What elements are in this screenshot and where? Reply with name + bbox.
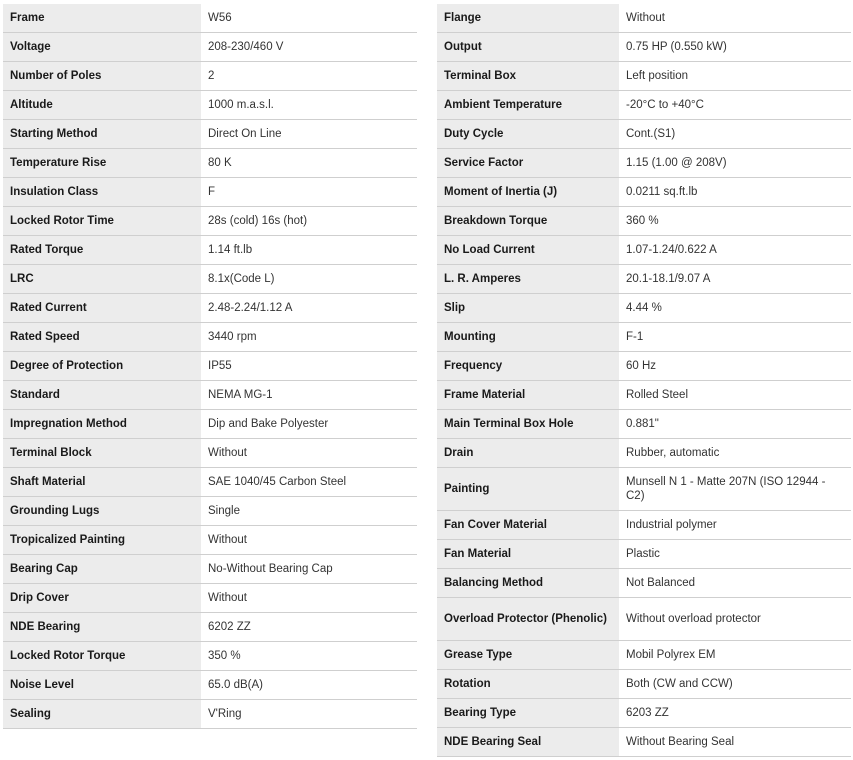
- spec-row: [3, 323, 417, 352]
- spec-value: 28s (cold) 16s (hot): [201, 207, 417, 236]
- spec-row: [3, 642, 417, 671]
- spec-value: No-Without Bearing Cap: [201, 555, 417, 584]
- spec-row: [437, 569, 851, 598]
- spec-label: NDE Bearing: [3, 613, 201, 642]
- spec-value: 4.44 %: [619, 294, 851, 323]
- spec-value: 1.15 (1.00 @ 208V): [619, 149, 851, 178]
- spec-value: Direct On Line: [201, 120, 417, 149]
- spec-row: [3, 265, 417, 294]
- spec-row: [3, 120, 417, 149]
- spec-row: [3, 33, 417, 62]
- spec-row: [437, 62, 851, 91]
- spec-row: [437, 699, 851, 728]
- spec-row: [3, 178, 417, 207]
- spec-label: Slip: [437, 294, 619, 323]
- spec-label: Overload Protector (Phenolic): [437, 598, 619, 641]
- spec-label: Rotation: [437, 670, 619, 699]
- spec-row: [437, 120, 851, 149]
- spec-row: [3, 468, 417, 497]
- spec-row: [3, 352, 417, 381]
- spec-row: [3, 497, 417, 526]
- spec-value: 350 %: [201, 642, 417, 671]
- spec-label: Locked Rotor Time: [3, 207, 201, 236]
- spec-label: Fan Material: [437, 540, 619, 569]
- spec-value: IP55: [201, 352, 417, 381]
- spec-row: [437, 511, 851, 540]
- spec-value: Mobil Polyrex EM: [619, 641, 851, 670]
- spec-row: [3, 555, 417, 584]
- spec-value: 3440 rpm: [201, 323, 417, 352]
- spec-value: NEMA MG-1: [201, 381, 417, 410]
- spec-row: [437, 207, 851, 236]
- spec-value: Rubber, automatic: [619, 439, 851, 468]
- spec-value: 20.1-18.1/9.07 A: [619, 265, 851, 294]
- spec-row: [437, 149, 851, 178]
- spec-label: Duty Cycle: [437, 120, 619, 149]
- spec-row: [437, 178, 851, 207]
- spec-row: [3, 207, 417, 236]
- spec-row: [3, 236, 417, 265]
- spec-label: LRC: [3, 265, 201, 294]
- spec-row: [3, 410, 417, 439]
- spec-value: V'Ring: [201, 700, 417, 729]
- spec-value: Dip and Bake Polyester: [201, 410, 417, 439]
- spec-table-left: [3, 4, 417, 729]
- spec-row: [437, 33, 851, 62]
- spec-value: Without Bearing Seal: [619, 728, 851, 757]
- spec-label: Temperature Rise: [3, 149, 201, 178]
- spec-row: [437, 352, 851, 381]
- spec-label: Starting Method: [3, 120, 201, 149]
- spec-row: [437, 294, 851, 323]
- spec-value: Both (CW and CCW): [619, 670, 851, 699]
- spec-label: Service Factor: [437, 149, 619, 178]
- spec-row: [3, 381, 417, 410]
- spec-label: Grounding Lugs: [3, 497, 201, 526]
- spec-label: Frame: [3, 4, 201, 33]
- spec-label: Tropicalized Painting: [3, 526, 201, 555]
- spec-label: Terminal Box: [437, 62, 619, 91]
- spec-label: Balancing Method: [437, 569, 619, 598]
- spec-value: Industrial polymer: [619, 511, 851, 540]
- spec-label: Drain: [437, 439, 619, 468]
- spec-row: [3, 91, 417, 120]
- spec-label: Shaft Material: [3, 468, 201, 497]
- spec-row: [437, 323, 851, 352]
- spec-label: Voltage: [3, 33, 201, 62]
- spec-value: Without: [201, 526, 417, 555]
- spec-value: 80 K: [201, 149, 417, 178]
- spec-label: Rated Speed: [3, 323, 201, 352]
- spec-value: 6202 ZZ: [201, 613, 417, 642]
- spec-row: [437, 265, 851, 294]
- spec-label: Breakdown Torque: [437, 207, 619, 236]
- spec-value: 0.0211 sq.ft.lb: [619, 178, 851, 207]
- spec-label: Bearing Type: [437, 699, 619, 728]
- spec-row: [3, 149, 417, 178]
- spec-value: -20°C to +40°C: [619, 91, 851, 120]
- spec-value: Without: [201, 584, 417, 613]
- spec-label: Frequency: [437, 352, 619, 381]
- spec-label: Mounting: [437, 323, 619, 352]
- spec-row: [437, 641, 851, 670]
- spec-value: F: [201, 178, 417, 207]
- spec-row: [437, 381, 851, 410]
- spec-row: [437, 410, 851, 439]
- spec-value: Rolled Steel: [619, 381, 851, 410]
- spec-label: Standard: [3, 381, 201, 410]
- spec-value: 208-230/460 V: [201, 33, 417, 62]
- spec-value: F-1: [619, 323, 851, 352]
- spec-label: Impregnation Method: [3, 410, 201, 439]
- spec-row: [437, 728, 851, 757]
- spec-label: Main Terminal Box Hole: [437, 410, 619, 439]
- spec-value: 6203 ZZ: [619, 699, 851, 728]
- spec-row: [437, 91, 851, 120]
- spec-value: 0.75 HP (0.550 kW): [619, 33, 851, 62]
- spec-label: No Load Current: [437, 236, 619, 265]
- spec-label: Painting: [437, 468, 619, 511]
- spec-label: Ambient Temperature: [437, 91, 619, 120]
- spec-label: Sealing: [3, 700, 201, 729]
- spec-label: Locked Rotor Torque: [3, 642, 201, 671]
- spec-value: 2.48-2.24/1.12 A: [201, 294, 417, 323]
- spec-value: Single: [201, 497, 417, 526]
- spec-label: Flange: [437, 4, 619, 33]
- spec-row: [437, 4, 851, 33]
- spec-label: Grease Type: [437, 641, 619, 670]
- spec-value: 360 %: [619, 207, 851, 236]
- spec-value: Munsell N 1 - Matte 207N (ISO 12944 - C2): [619, 468, 851, 511]
- spec-row: [3, 526, 417, 555]
- spec-value: Without: [201, 439, 417, 468]
- spec-row: [437, 236, 851, 265]
- spec-label: Output: [437, 33, 619, 62]
- spec-row: [3, 671, 417, 700]
- spec-label: NDE Bearing Seal: [437, 728, 619, 757]
- spec-row: [3, 4, 417, 33]
- spec-value: Not Balanced: [619, 569, 851, 598]
- spec-label: Bearing Cap: [3, 555, 201, 584]
- spec-value: 1000 m.a.s.l.: [201, 91, 417, 120]
- spec-value: Without overload protector: [619, 598, 851, 641]
- spec-value: 8.1x(Code L): [201, 265, 417, 294]
- spec-value: SAE 1040/45 Carbon Steel: [201, 468, 417, 497]
- spec-value: W56: [201, 4, 417, 33]
- spec-row: [437, 670, 851, 699]
- spec-row: [3, 700, 417, 729]
- spec-label: Number of Poles: [3, 62, 201, 91]
- spec-label: Drip Cover: [3, 584, 201, 613]
- spec-value: 0.881": [619, 410, 851, 439]
- spec-label: Altitude: [3, 91, 201, 120]
- spec-value: 60 Hz: [619, 352, 851, 381]
- spec-label: Rated Current: [3, 294, 201, 323]
- spec-row: [3, 584, 417, 613]
- spec-table-right: [437, 4, 851, 757]
- spec-row: [437, 468, 851, 511]
- spec-label: Frame Material: [437, 381, 619, 410]
- spec-value: 2: [201, 62, 417, 91]
- spec-row: [437, 540, 851, 569]
- spec-label: Terminal Block: [3, 439, 201, 468]
- spec-value: Left position: [619, 62, 851, 91]
- spec-row: [3, 439, 417, 468]
- spec-label: Moment of Inertia (J): [437, 178, 619, 207]
- spec-row: [3, 613, 417, 642]
- spec-label: Insulation Class: [3, 178, 201, 207]
- spec-row: [3, 294, 417, 323]
- spec-value: Cont.(S1): [619, 120, 851, 149]
- spec-label: Fan Cover Material: [437, 511, 619, 540]
- spec-row: [437, 439, 851, 468]
- spec-value: 1.14 ft.lb: [201, 236, 417, 265]
- spec-label: Rated Torque: [3, 236, 201, 265]
- spec-label: L. R. Amperes: [437, 265, 619, 294]
- spec-label: Noise Level: [3, 671, 201, 700]
- spec-value: Plastic: [619, 540, 851, 569]
- spec-value: 1.07-1.24/0.622 A: [619, 236, 851, 265]
- spec-row: [437, 598, 851, 641]
- spec-value: Without: [619, 4, 851, 33]
- spec-label: Degree of Protection: [3, 352, 201, 381]
- spec-value: 65.0 dB(A): [201, 671, 417, 700]
- spec-row: [3, 62, 417, 91]
